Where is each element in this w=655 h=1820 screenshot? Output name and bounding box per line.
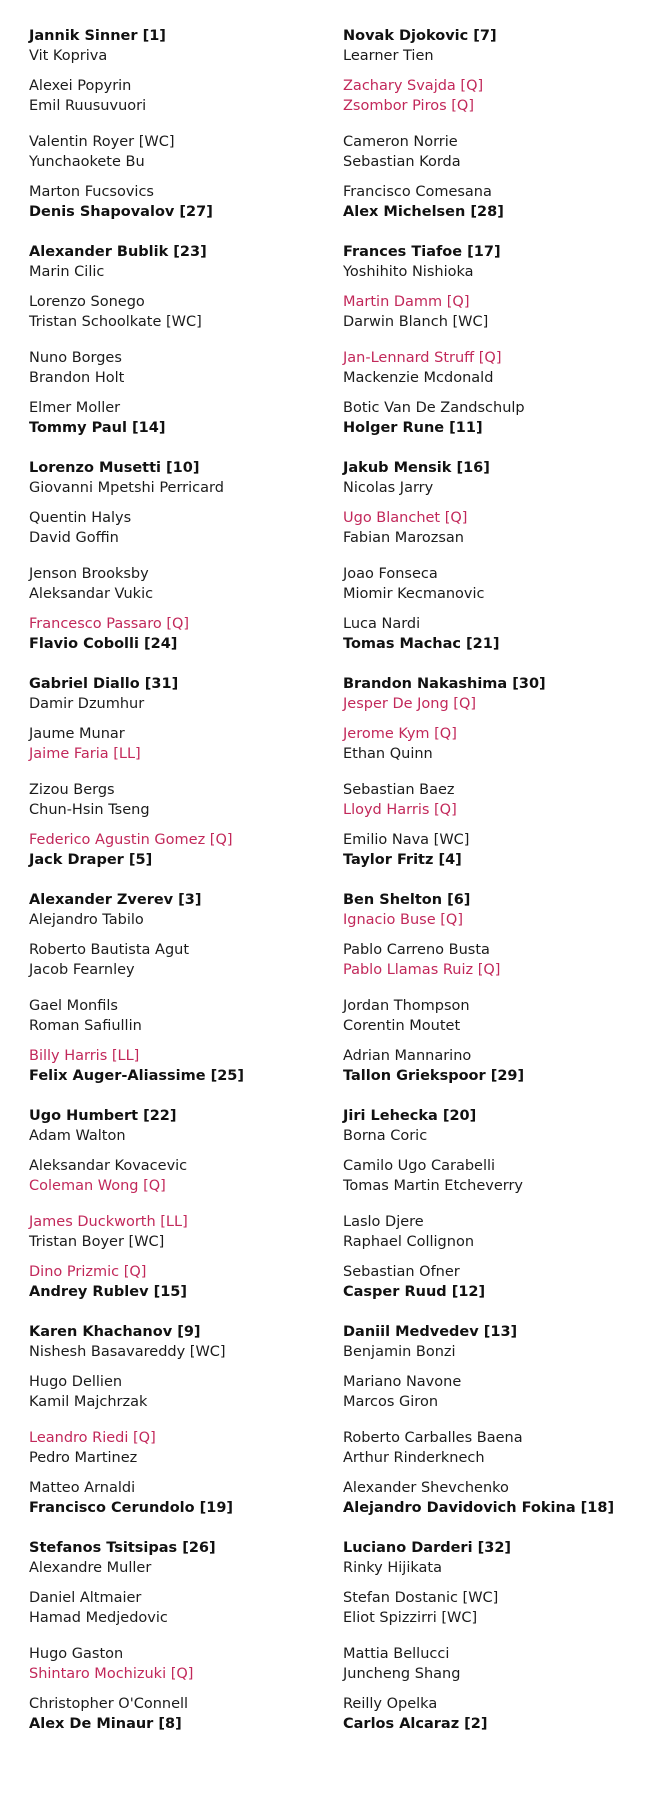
qualifier-player: Zsombor Piros [Q] [343,98,474,114]
player-name: Ethan Quinn [343,746,433,762]
match-pair [29,1322,329,1372]
qualifier-player: Lloyd Harris [Q] [343,802,457,818]
seeded-player: Frances Tiafoe [17] [343,244,501,260]
match-pair [343,1156,648,1212]
seeded-player: Francisco Cerundolo [19] [29,1500,234,1516]
seeded-player: Alexander Zverev [3] [29,892,202,908]
seeded-player: Tomas Machac [21] [343,636,500,652]
player-name: Mackenzie Mcdonald [343,370,494,386]
player-name: Francisco Comesana [343,184,492,200]
match-pair [29,1588,329,1644]
match-pair [343,674,648,724]
seeded-player: Andrey Rublev [15] [29,1284,188,1300]
match-pair [343,780,648,830]
match-pair [29,940,329,996]
player-name: Emilio Nava [WC] [343,832,470,848]
qualifier-player: James Duckworth [LL] [29,1214,188,1230]
draw-section [29,458,329,674]
player-name: Adrian Mannarino [343,1048,472,1064]
match-pair [29,1156,329,1212]
seeded-player: Gabriel Diallo [31] [29,676,179,692]
match-pair [29,1262,329,1300]
match-pair [343,1644,648,1694]
player-name: Brandon Holt [29,370,125,386]
match-pair [343,458,648,508]
player-name: Aleksandar Vukic [29,586,154,602]
seeded-player: Brandon Nakashima [30] [343,676,546,692]
player-name: Joao Fonseca [343,566,438,582]
match-pair [343,1106,648,1156]
player-name: Roberto Carballes Baena [343,1430,523,1446]
match-pair [343,564,648,614]
match-pair [29,1046,329,1084]
seeded-player: Flavio Cobolli [24] [29,636,178,652]
match-pair [29,1694,329,1732]
draw-section [343,1538,648,1732]
player-name: David Goffin [29,530,119,546]
player-name: Kamil Majchrzak [29,1394,148,1410]
player-name: Marcos Giron [343,1394,439,1410]
match-pair [29,1106,329,1156]
draw-section [29,26,329,242]
player-name: Mariano Navone [343,1374,462,1390]
match-pair [343,348,648,398]
seeded-player: Luciano Darderi [32] [343,1540,512,1556]
qualifier-player: Jan-Lennard Struff [Q] [343,350,502,366]
qualifier-player: Jerome Kym [Q] [343,726,457,742]
player-name: Fabian Marozsan [343,530,464,546]
player-name: Arthur Rinderknech [343,1450,485,1466]
match-pair [29,1644,329,1694]
match-pair [29,564,329,614]
player-name: Raphael Collignon [343,1234,475,1250]
player-name: Zizou Bergs [29,782,115,798]
match-pair [29,674,329,724]
seeded-player: Jiri Lehecka [20] [343,1108,477,1124]
draw-section [343,26,648,242]
player-name: Yunchaokete Bu [29,154,145,170]
match-pair [343,182,648,220]
player-name: Camilo Ugo Carabelli [343,1158,496,1174]
qualifier-player: Zachary Svajda [Q] [343,78,484,94]
draw-section [29,1538,329,1732]
player-name: Mattia Bellucci [343,1646,450,1662]
player-name: Benjamin Bonzi [343,1344,456,1360]
player-name: Matteo Arnaldi [29,1480,136,1496]
player-name: Adam Walton [29,1128,126,1144]
player-name: Learner Tien [343,48,434,64]
match-pair [343,508,648,564]
match-pair [343,1428,648,1478]
draw-section [343,242,648,458]
seeded-player: Karen Khachanov [9] [29,1324,201,1340]
match-pair [343,1478,648,1516]
qualifier-player: Billy Harris [LL] [29,1048,140,1064]
draw-section [29,1322,329,1538]
draw-column-right [343,26,648,1732]
draw-section [29,242,329,458]
player-name: Yoshihito Nishioka [343,264,474,280]
player-name: Eliot Spizzirri [WC] [343,1610,478,1626]
player-name: Hamad Medjedovic [29,1610,168,1626]
player-name: Nicolas Jarry [343,480,434,496]
match-pair [29,1212,329,1262]
player-name: Aleksandar Kovacevic [29,1158,188,1174]
player-name: Stefan Dostanic [WC] [343,1590,499,1606]
match-pair [29,76,329,132]
match-pair [343,1212,648,1262]
draw-section [343,1322,648,1538]
match-pair [343,614,648,652]
match-pair [343,132,648,182]
qualifier-player: Francesco Passaro [Q] [29,616,190,632]
match-pair [343,1372,648,1428]
match-pair [343,890,648,940]
match-pair [343,1262,648,1300]
player-name: Miomir Kecmanovic [343,586,485,602]
match-pair [29,458,329,508]
seeded-player: Tommy Paul [14] [29,420,166,436]
seeded-player: Casper Ruud [12] [343,1284,486,1300]
seeded-player: Stefanos Tsitsipas [26] [29,1540,216,1556]
player-name: Juncheng Shang [343,1666,461,1682]
match-pair [29,242,329,292]
qualifier-player: Leandro Riedi [Q] [29,1430,156,1446]
seeded-player: Daniil Medvedev [13] [343,1324,518,1340]
match-pair [343,724,648,780]
qualifier-player: Ugo Blanchet [Q] [343,510,468,526]
draw-section [29,890,329,1106]
seeded-player: Taylor Fritz [4] [343,852,462,868]
draw-section [343,458,648,674]
player-name: Damir Dzumhur [29,696,145,712]
draw-section [29,1106,329,1322]
player-name: Nishesh Basavareddy [WC] [29,1344,226,1360]
qualifier-player: Jaime Faria [LL] [29,746,141,762]
match-pair [29,292,329,348]
seeded-player: Ben Shelton [6] [343,892,471,908]
match-pair [343,1046,648,1084]
match-pair [343,26,648,76]
player-name: Valentin Royer [WC] [29,134,175,150]
player-name: Hugo Gaston [29,1646,124,1662]
qualifier-player: Pablo Llamas Ruiz [Q] [343,962,501,978]
match-pair [343,398,648,436]
match-pair [29,996,329,1046]
player-name: Botic Van De Zandschulp [343,400,525,416]
player-name: Marin Cilic [29,264,105,280]
player-name: Alexander Shevchenko [343,1480,509,1496]
match-pair [343,996,648,1046]
match-pair [29,398,329,436]
player-name: Vit Kopriva [29,48,108,64]
draw-section [343,674,648,890]
player-name: Alejandro Tabilo [29,912,144,928]
seeded-player: Novak Djokovic [7] [343,28,497,44]
match-pair [29,132,329,182]
match-pair [343,1538,648,1588]
seeded-player: Lorenzo Musetti [10] [29,460,200,476]
player-name: Jenson Brooksby [29,566,149,582]
match-pair [29,890,329,940]
player-name: Marton Fucsovics [29,184,154,200]
seeded-player: Carlos Alcaraz [2] [343,1716,488,1732]
seeded-player: Alex De Minaur [8] [29,1716,182,1732]
player-name: Sebastian Korda [343,154,461,170]
match-pair [29,348,329,398]
match-pair [343,830,648,868]
player-name: Borna Coric [343,1128,428,1144]
match-pair [343,1694,648,1732]
match-pair [343,292,648,348]
player-name: Hugo Dellien [29,1374,123,1390]
qualifier-player: Coleman Wong [Q] [29,1178,166,1194]
qualifier-player: Federico Agustin Gomez [Q] [29,832,233,848]
draw-section [29,674,329,890]
player-name: Lorenzo Sonego [29,294,145,310]
player-name: Elmer Moller [29,400,121,416]
player-name: Emil Ruusuvuori [29,98,147,114]
match-pair [343,940,648,996]
player-name: Quentin Halys [29,510,132,526]
seeded-player: Jack Draper [5] [29,852,153,868]
player-name: Luca Nardi [343,616,421,632]
seeded-player: Jakub Mensik [16] [343,460,490,476]
match-pair [29,1372,329,1428]
match-pair [343,242,648,292]
match-pair [29,182,329,220]
player-name: Tomas Martin Etcheverry [343,1178,523,1194]
match-pair [343,1588,648,1644]
draw-section [343,1106,648,1322]
player-name: Alexandre Muller [29,1560,152,1576]
player-name: Corentin Moutet [343,1018,461,1034]
seeded-player: Alex Michelsen [28] [343,204,504,220]
player-name: Pedro Martinez [29,1450,138,1466]
player-name: Roberto Bautista Agut [29,942,190,958]
player-name: Daniel Altmaier [29,1590,142,1606]
player-name: Sebastian Baez [343,782,455,798]
player-name: Rinky Hijikata [343,1560,442,1576]
seeded-player: Alejandro Davidovich Fokina [18] [343,1500,615,1516]
player-name: Tristan Schoolkate [WC] [29,314,202,330]
player-name: Jacob Fearnley [29,962,135,978]
qualifier-player: Martin Damm [Q] [343,294,470,310]
player-name: Reilly Opelka [343,1696,438,1712]
seeded-player: Jannik Sinner [1] [29,28,166,44]
player-name: Jordan Thompson [343,998,470,1014]
match-pair [29,26,329,76]
qualifier-player: Ignacio Buse [Q] [343,912,463,928]
qualifier-player: Dino Prizmic [Q] [29,1264,147,1280]
qualifier-player: Shintaro Mochizuki [Q] [29,1666,194,1682]
match-pair [29,1538,329,1588]
match-pair [29,508,329,564]
draw-column-left [29,26,329,1732]
player-name: Nuno Borges [29,350,122,366]
match-pair [29,1478,329,1516]
player-name: Christopher O'Connell [29,1696,189,1712]
player-name: Pablo Carreno Busta [343,942,490,958]
player-name: Darwin Blanch [WC] [343,314,489,330]
match-pair [343,1322,648,1372]
player-name: Giovanni Mpetshi Perricard [29,480,224,496]
draw-section [343,890,648,1106]
seeded-player: Felix Auger-Aliassime [25] [29,1068,245,1084]
match-pair [29,1428,329,1478]
seeded-player: Ugo Humbert [22] [29,1108,177,1124]
player-name: Chun-Hsin Tseng [29,802,150,818]
qualifier-player: Jesper De Jong [Q] [343,696,477,712]
match-pair [343,76,648,132]
player-name: Tristan Boyer [WC] [29,1234,165,1250]
seeded-player: Holger Rune [11] [343,420,483,436]
seeded-player: Alexander Bublik [23] [29,244,207,260]
player-name: Gael Monfils [29,998,118,1014]
match-pair [29,724,329,780]
player-name: Roman Safiullin [29,1018,142,1034]
player-name: Sebastian Ofner [343,1264,460,1280]
player-name: Cameron Norrie [343,134,458,150]
player-name: Laslo Djere [343,1214,424,1230]
seeded-player: Tallon Griekspoor [29] [343,1068,525,1084]
player-name: Alexei Popyrin [29,78,132,94]
match-pair [29,614,329,652]
match-pair [29,780,329,830]
match-pair [29,830,329,868]
seeded-player: Denis Shapovalov [27] [29,204,213,220]
player-name: Jaume Munar [29,726,125,742]
